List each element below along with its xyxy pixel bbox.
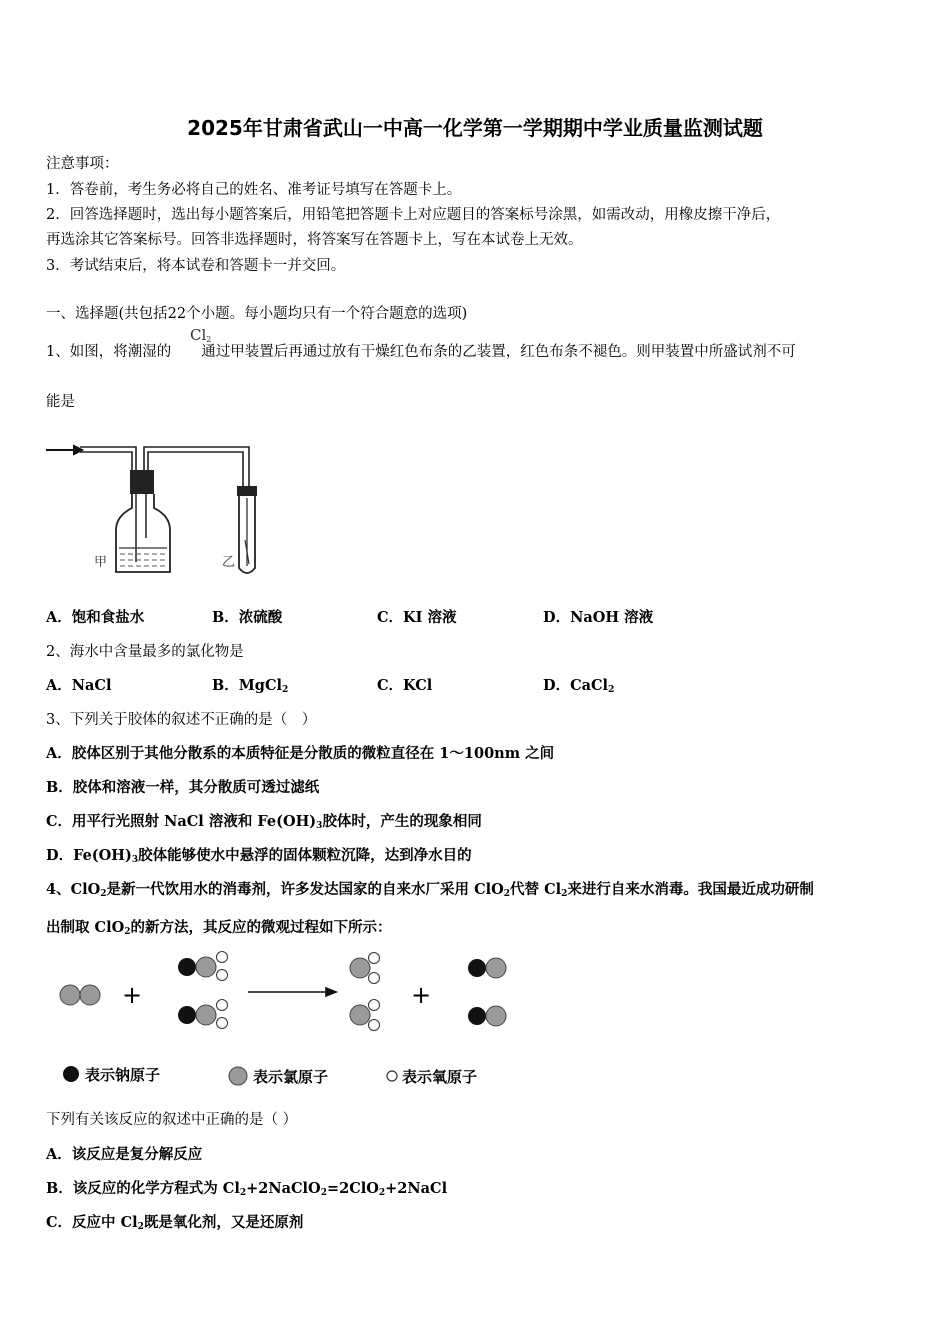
legend-oxygen: 表示氧原子 xyxy=(402,1068,478,1086)
notice-item-1: 1．答卷前，考生务必将自己的姓名、准考证号填写在答题卡上。 xyxy=(46,182,462,198)
q1-stem xyxy=(46,340,796,361)
clo2-molecule-1 xyxy=(350,953,380,984)
naclo2-molecule-1 xyxy=(178,952,228,981)
legend-sodium-icon xyxy=(63,1066,79,1082)
q3-stem: 3、下列关于胶体的叙述不正确的是（ ） xyxy=(46,712,317,728)
q2-option-a: A．NaCl xyxy=(46,677,112,694)
notice-heading: 注意事项： xyxy=(46,156,119,172)
q4-stem-cont: 出制取 ClO$_2$的新方法，其反应的微观过程如下所示： xyxy=(46,919,392,937)
q1-stem-part2: 通过甲装置后再通过放有干燥红色布条的乙装置，红色布条不褪色。则甲装置中所盛试剂不可 xyxy=(201,344,796,360)
gas-arrow xyxy=(46,446,82,454)
q3-option-c: C．用平行光照射 NaCl 溶液和 $Fe(OH)_3$胶体时，产生的现象相同 xyxy=(46,813,482,831)
tube-yi xyxy=(237,486,257,573)
plus-sign-2: + xyxy=(411,981,432,1009)
q4-option-a: A．该反应是复分解反应 xyxy=(46,1146,203,1163)
clo2-molecule-2 xyxy=(350,1000,380,1031)
q2-stem: 2、海水中含量最多的氯化物是 xyxy=(46,644,244,660)
q4-option-c: C．反应中 $Cl_2$既是氧化剂，又是还原剂 xyxy=(46,1214,304,1232)
q1-option-a: A．饱和食盐水 xyxy=(46,609,145,626)
notice-item-3: 3．考试结束后，将本试卷和答题卡一并交回。 xyxy=(46,258,346,274)
q1-cl2-formula: $Cl_2$ xyxy=(190,326,212,344)
legend-sodium: 表示钠原子 xyxy=(85,1066,161,1084)
label-yi: 乙 xyxy=(222,555,236,570)
legend-chlorine-icon xyxy=(229,1067,247,1085)
nacl-molecule-1 xyxy=(468,958,506,978)
q3-option-b: B．胶体和溶液一样，其分散质可透过滤纸 xyxy=(46,779,320,796)
q4-question: 下列有关该反应的叙述中正确的是（ ） xyxy=(46,1112,298,1128)
reaction-arrow xyxy=(248,988,336,996)
legend-oxygen-icon xyxy=(387,1071,397,1081)
q2-option-d: D．CaCl$_2$ xyxy=(543,677,615,695)
q1-stem-part1: 1、如图，将潮湿的 xyxy=(46,344,172,360)
connecting-tubes xyxy=(80,447,249,490)
q1-option-c: C．KI 溶液 xyxy=(377,609,457,626)
naclo2-molecule-2 xyxy=(178,1000,228,1029)
nacl-molecule-2 xyxy=(468,1006,506,1026)
plus-sign-1: + xyxy=(122,981,143,1009)
section-heading: 一、选择题(共包括22个小题。每小题均只有一个符合题意的选项) xyxy=(46,306,468,322)
q2-option-c: C．KCl xyxy=(377,677,433,694)
q1-option-d: D．NaOH 溶液 xyxy=(543,609,654,626)
bottle-jia xyxy=(116,470,170,572)
q1-option-b: B．浓硫酸 xyxy=(212,609,283,626)
page-title: 2025年甘肃省武山一中高一化学第一学期期中学业质量监测试题 xyxy=(187,116,763,140)
q4-reaction-diagram xyxy=(50,945,520,1095)
q4-option-b: B．该反应的化学方程式为 $Cl_2+2NaClO_2=2ClO_2+2NaCl$ xyxy=(46,1180,448,1198)
q2-option-b: B．MgCl$_2$ xyxy=(212,677,289,695)
q3-option-a: A．胶体区别于其他分散系的本质特征是分散质的微粒直径在 1～100nm 之间 xyxy=(46,745,555,762)
notice-item-2-cont: 再选涂其它答案标号。回答非选择题时，将答案写在答题卡上，写在本试卷上无效。 xyxy=(46,232,583,248)
legend-chlorine: 表示氯原子 xyxy=(253,1068,329,1086)
cl2-molecule xyxy=(60,985,100,1005)
q1-stem-cont: 能是 xyxy=(46,394,75,410)
q4-stem: 4、ClO$_2$是新一代饮用水的消毒剂，许多发达国家的自来水厂采用 ClO$_2$代替 $Cl_2$来进行自来水消毒。我国最近成功研制 xyxy=(46,881,814,899)
notice-item-2: 2．回答选择题时，选出每小题答案后，用铅笔把答题卡上对应题目的答案标号涂黑，如需改动，用橡皮擦干净后， xyxy=(46,207,781,223)
q1-apparatus-figure xyxy=(44,430,299,580)
label-jia: 甲 xyxy=(94,555,108,570)
legend xyxy=(63,1066,477,1086)
q3-option-d: D．$Fe(OH)_3$胶体能够使水中悬浮的固体颗粒沉降，达到净水目的 xyxy=(46,847,472,865)
